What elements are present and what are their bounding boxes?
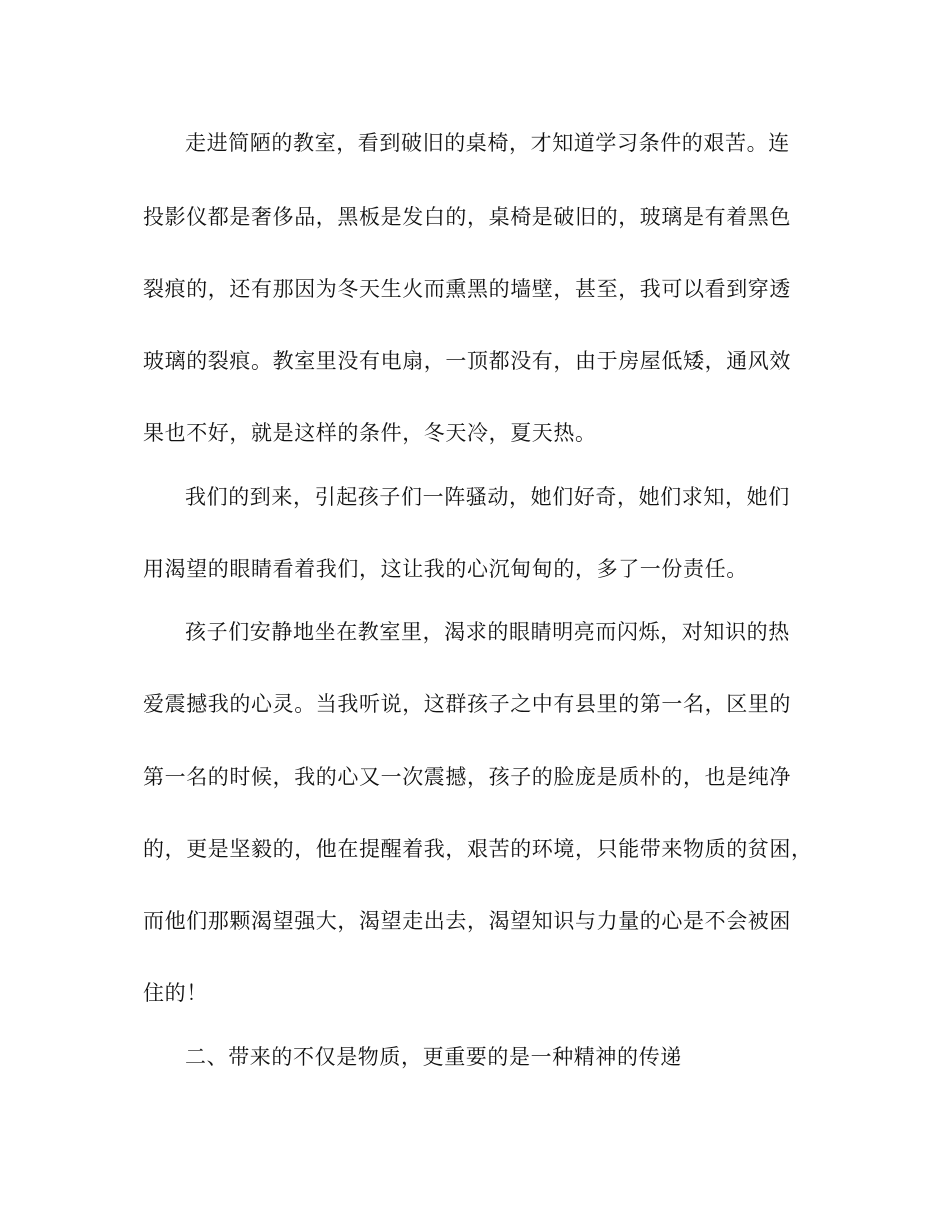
paragraph-3-line-6: 住的！	[143, 981, 208, 1005]
paragraph-1-line-4: 玻璃的裂痕。教室里没有电扇，一顶都没有，由于房屋低矮，通风效	[143, 349, 791, 373]
paragraph-3-line-4: 的，更是坚毅的，他在提醒着我，艰苦的环境，只能带来物质的贫困，	[143, 837, 813, 861]
paragraph-1-line-3: 裂痕的，还有那因为冬天生火而熏黑的墙壁，甚至，我可以看到穿透	[143, 277, 791, 301]
paragraph-1-line-2: 投影仪都是奢侈品，黑板是发白的，桌椅是破旧的，玻璃是有着黑色	[143, 205, 791, 229]
section-heading: 二、带来的不仅是物质，更重要的是一种精神的传递	[185, 1045, 682, 1069]
paragraph-2-line-2: 用渴望的眼睛看着我们，这让我的心沉甸甸的，多了一份责任。	[143, 557, 748, 581]
paragraph-1-line-5: 果也不好，就是这样的条件，冬天冷，夏天热。	[143, 421, 597, 445]
paragraph-3-line-3: 第一名的时候，我的心又一次震撼，孩子的脸庞是质朴的，也是纯净	[143, 765, 791, 789]
paragraph-3-line-2: 爱震撼我的心灵。当我听说，这群孩子之中有县里的第一名，区里的	[143, 692, 791, 716]
paragraph-1-line-1: 走进简陋的教室，看到破旧的桌椅，才知道学习条件的艰苦。连	[185, 131, 790, 155]
paragraph-2-line-1: 我们的到来，引起孩子们一阵骚动，她们好奇，她们求知，她们	[185, 485, 790, 509]
paragraph-3-line-1: 孩子们安静地坐在教室里，渴求的眼睛明亮而闪烁，对知识的热	[185, 620, 790, 644]
paragraph-3-line-5: 而他们那颗渴望强大，渴望走出去，渴望知识与力量的心是不会被困	[143, 909, 791, 933]
